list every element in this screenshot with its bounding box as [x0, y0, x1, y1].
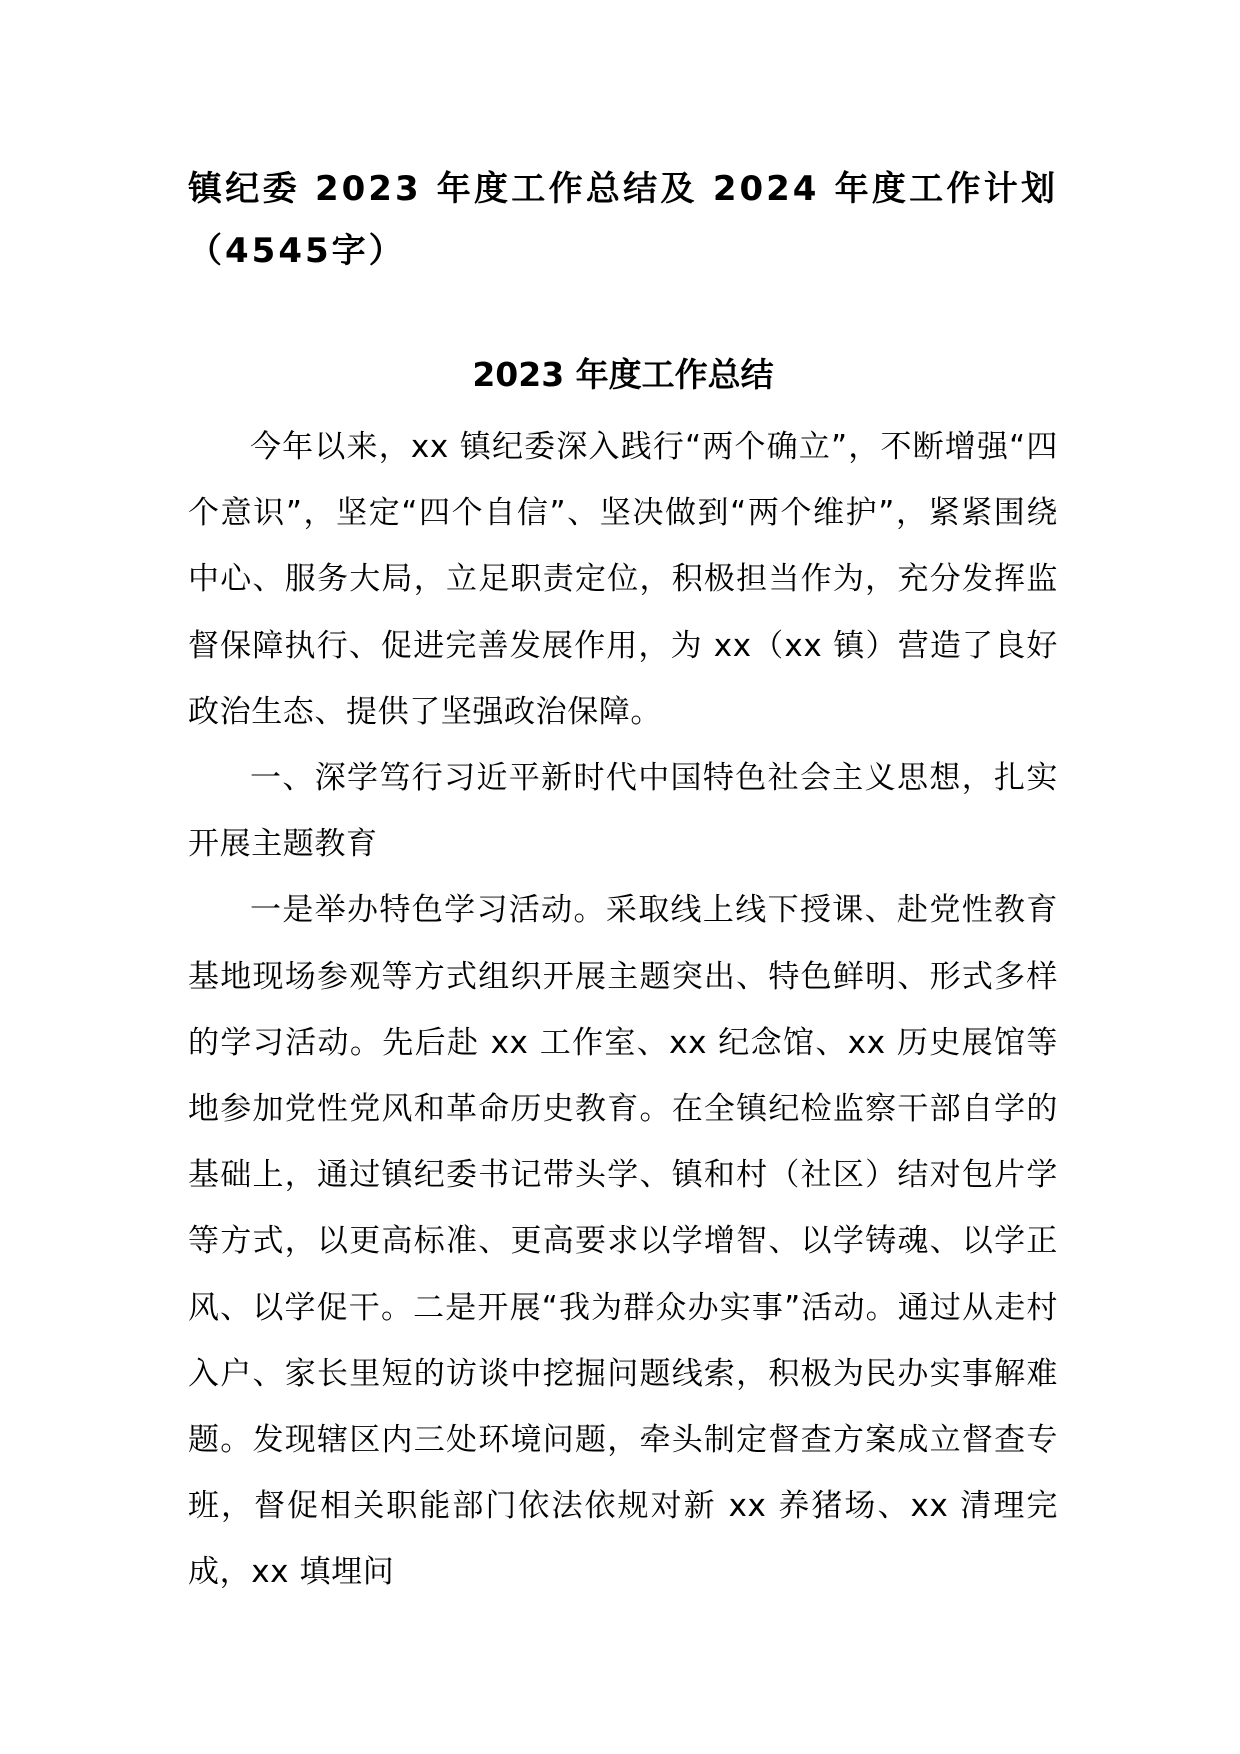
section-heading: 2023 年度工作总结 — [472, 355, 774, 394]
document-body — [188, 414, 1058, 1606]
document-title: 镇纪委 2023 年度工作总结及 2024 年度工作计划（4545字） — [188, 169, 1058, 271]
paragraph-heading-one: 一、深学笃行习近平新时代中国特色社会主义思想，扎实开展主题教育 — [188, 760, 1058, 863]
paragraph-intro: 今年以来，xx 镇纪委深入践行“两个确立”，不断增强“四个意识”，坚定“四个自信”、坚决做到“两个维护”，紧紧围绕中心、服务大局，立足职责定位，积极担当作为，充分发挥监督保障执行、促进完善发展作用，为 xx（xx 镇）营造了良好政治生态、提供了坚强政治保障。 — [188, 429, 1058, 730]
paragraph-study-activities: 一是举办特色学习活动。采取线上线下授课、赴党性教育基地现场参观等方式组织开展主题突出、特色鲜明、形式多样的学习活动。先后赴 xx 工作室、xx 纪念馆、xx 历史展馆等地参加党性党风和革命历史教育。在全镇纪检监察干部自学的基础上，通过镇纪委书记带头学、镇和村（社区）结对包片学等方式，以更高标准、更高要求以学增智、以学铸魂、以学正风、以学促干。二是开展“我为群众办实事”活动。通过从走村入户、家长里短的访谈中挖掘问题线索，积极为民办实事解难题。发现辖区内三处环境问题，牵头制定督查方案成立督查专班，督促相关职能部门依法依规对新 xx 养猪场、xx 清理完成，xx 填埋问 — [188, 892, 1058, 1591]
